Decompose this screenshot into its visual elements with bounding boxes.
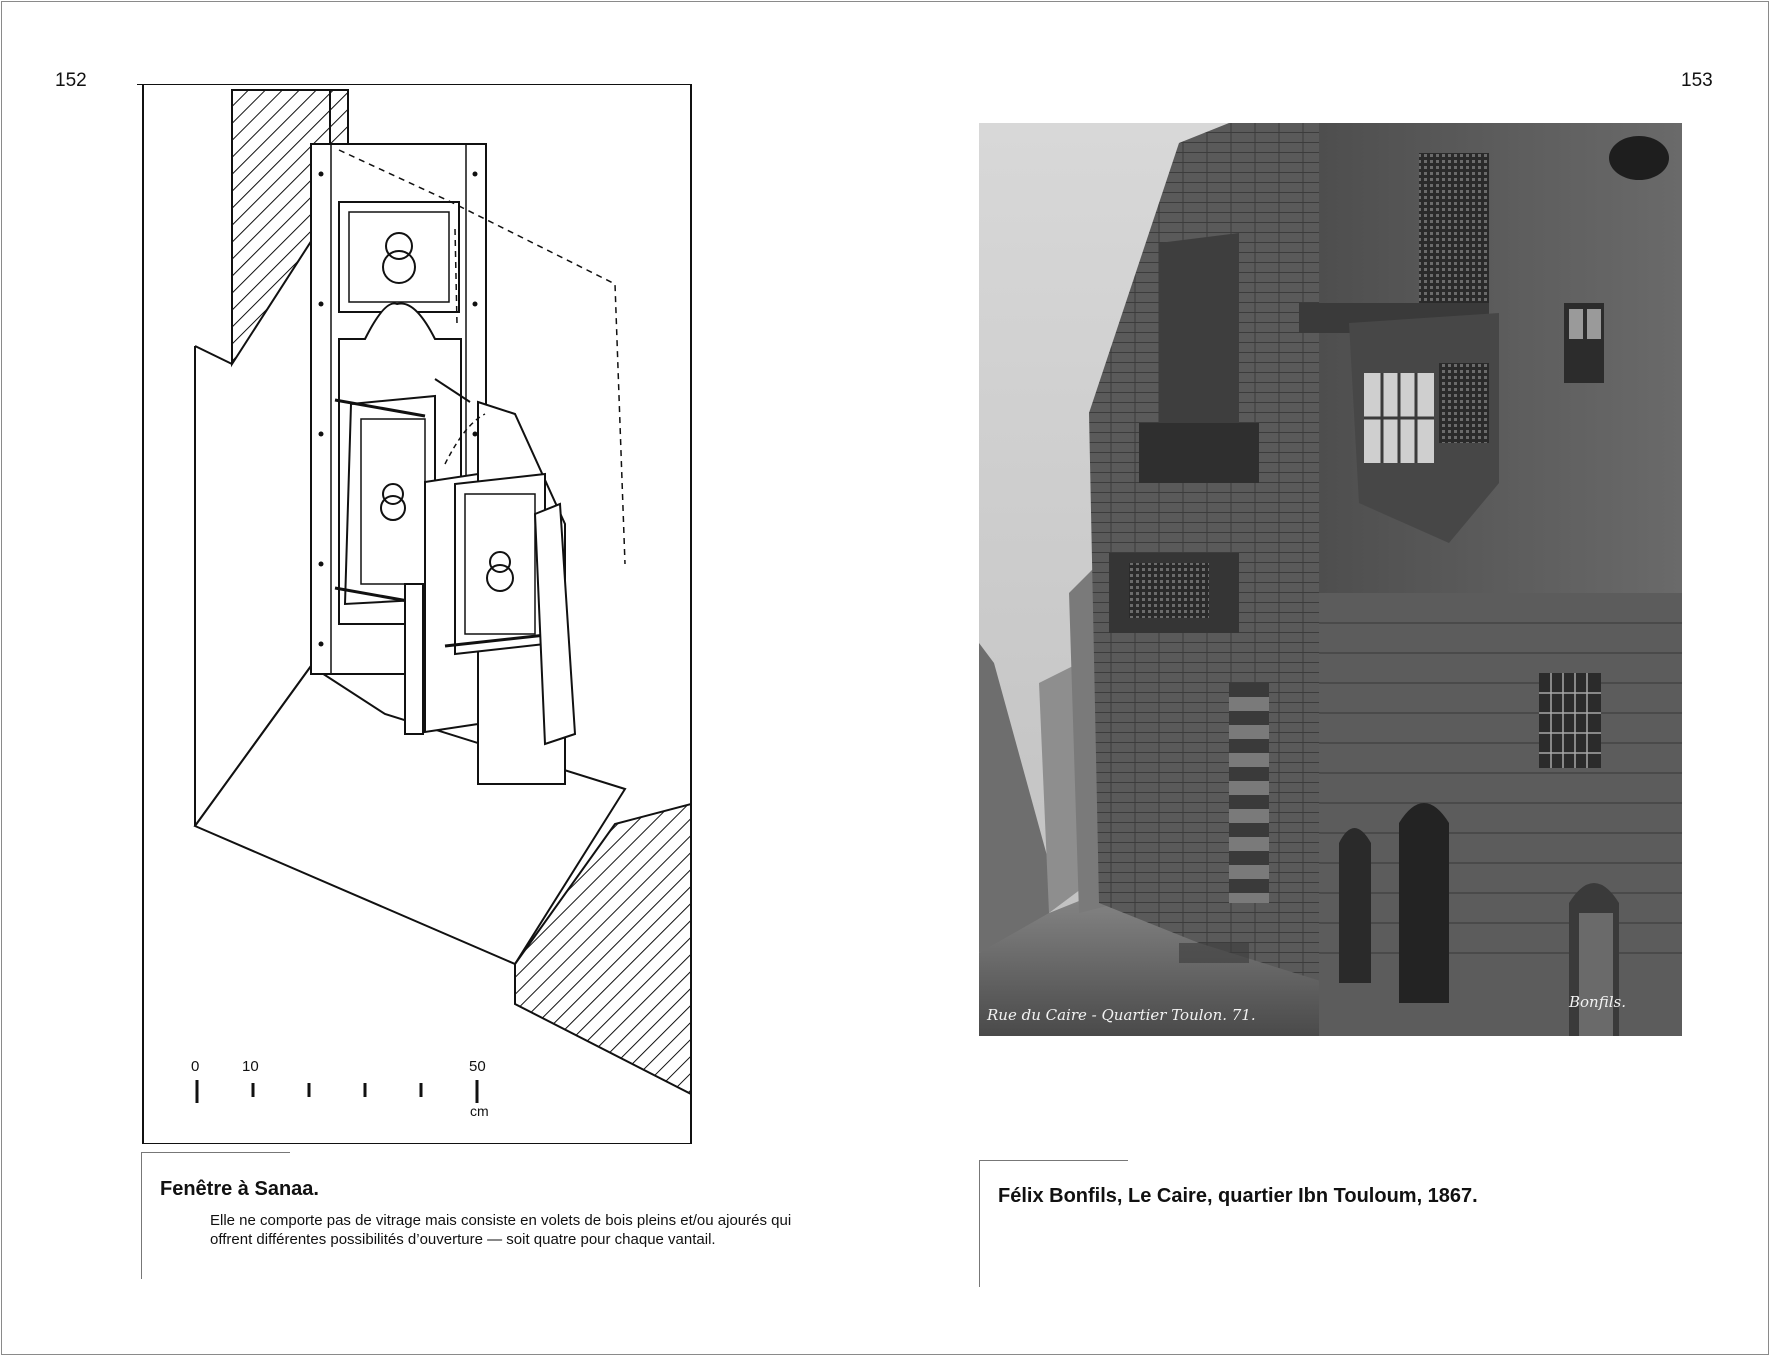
window-drawing [135, 84, 695, 1144]
photo-inscription-left: Rue du Caire - Quartier Toulon. 71. [987, 1006, 1256, 1024]
page-number-right: 153 [1681, 70, 1713, 91]
caption-text-left: Elle ne comporte pas de vitrage mais consiste en volets de bois pleins et/ou ajourés qui offrent différentes possibilités d’ouverture — soit quatre pour chaque vantail. [210, 1212, 792, 1248]
inner-shutter [345, 396, 435, 604]
street-photograph [979, 123, 1682, 1036]
page-number-left: 152 [55, 70, 87, 91]
scale-label-0: 0 [191, 1058, 200, 1075]
scale-unit: cm [470, 1103, 489, 1119]
caption-title-left: Fenêtre à Sanaa. [160, 1178, 319, 1200]
scale-label-50: 50 [469, 1058, 486, 1075]
scale-label-10: 10 [242, 1058, 259, 1075]
photo-inscription-right: Bonfils. [1569, 993, 1626, 1011]
caption-rule-right [979, 1160, 1128, 1287]
caption-title-right: Félix Bonfils, Le Caire, quartier Ibn Touloum, 1867. [998, 1185, 1478, 1207]
scale-bar [180, 1058, 500, 1120]
